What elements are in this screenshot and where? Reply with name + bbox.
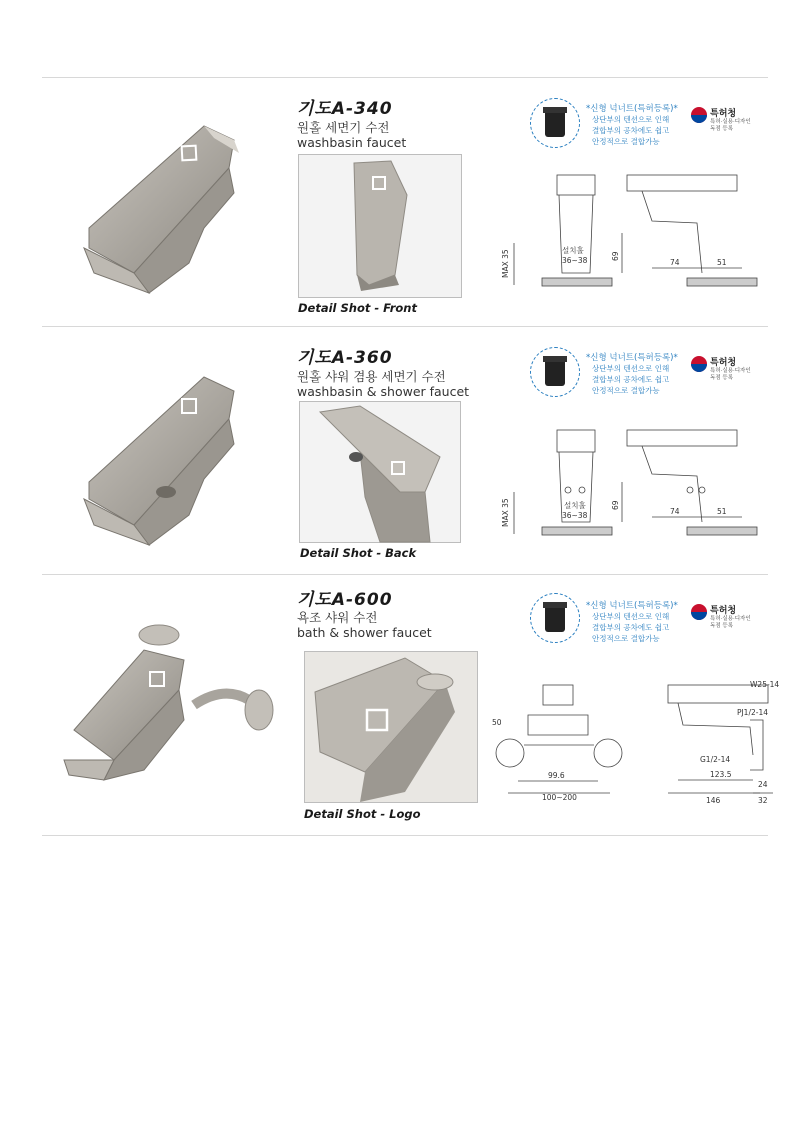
- dim-hole-range: 36~38: [562, 256, 588, 265]
- product-section-a600: [42, 575, 780, 833]
- dim-max: MAX 35: [501, 249, 510, 278]
- technical-drawing-a340: [502, 163, 772, 298]
- product-name-en: bath & shower faucet: [297, 625, 432, 640]
- dim-d2: 51: [717, 507, 727, 516]
- dim-pj: PJ1/2-14: [736, 708, 768, 717]
- nut-icon: [531, 99, 579, 147]
- dim-100-200: 100~200: [542, 793, 577, 802]
- dim-hole-range: 36~38: [562, 511, 588, 520]
- faucet-image-a360: [54, 347, 284, 557]
- dim-g: G1/2-14: [700, 755, 731, 764]
- detail-shot-image: [298, 154, 462, 298]
- dim-50: 50: [492, 718, 502, 727]
- nut-desc-1: 상단부의 텐션으로 인해: [592, 612, 670, 621]
- detail-shot-label: Detail Shot - Front: [298, 301, 417, 315]
- model-number: 기도A-340: [297, 99, 393, 119]
- nut-desc-3: 안정적으로 결합가능: [592, 386, 660, 395]
- nut-title: *신형 넉너트(특허등록)*: [586, 353, 678, 363]
- dim-d1: 74: [670, 507, 680, 516]
- detail-shot-label: Detail Shot - Back: [300, 546, 417, 560]
- detail-back-illustration: [300, 402, 460, 542]
- faucet-image-a340: [54, 98, 284, 308]
- dim-146: 146: [706, 796, 721, 805]
- product-name-ko: 원홀 세면기 수전: [297, 120, 390, 135]
- product-section-a340: [42, 78, 768, 326]
- detail-logo-illustration: [305, 652, 477, 802]
- product-name-ko: 욕조 샤워 수전: [297, 610, 378, 625]
- model-number: 기도A-360: [297, 348, 393, 368]
- product-name-en: washbasin faucet: [297, 135, 407, 150]
- kipo-logo-icon: [690, 106, 708, 124]
- nut-icon: [531, 594, 579, 642]
- dim-w25: W25-14: [750, 680, 780, 689]
- dim-max: MAX 35: [501, 498, 510, 527]
- detail-shot-image: [299, 401, 461, 543]
- nut-image: [530, 593, 580, 643]
- kipo-logo-icon: [690, 355, 708, 373]
- nut-image: [530, 347, 580, 397]
- kipo-sub-1: 특허·실용·디자인: [710, 616, 751, 622]
- nut-desc-2: 결합부의 공차에도 쉽고: [592, 126, 670, 135]
- dim-height: 69: [611, 251, 620, 261]
- detail-shot-image: [304, 651, 478, 803]
- detail-shot-label: Detail Shot - Logo: [304, 807, 421, 821]
- dim-32: 32: [758, 796, 768, 805]
- dim-99-6: 99.6: [548, 771, 565, 780]
- nut-desc-3: 안정적으로 결합가능: [592, 634, 660, 643]
- kipo-sub-1: 특허·실용·디자인: [710, 119, 751, 125]
- nut-desc-1: 상단부의 텐션으로 인해: [592, 364, 670, 373]
- kipo-sub-2: 독점 등록: [710, 126, 734, 132]
- kipo-sub-2: 독점 등록: [710, 375, 734, 381]
- technical-drawing-a360: [502, 412, 772, 547]
- kipo-title: 특허청: [710, 109, 737, 119]
- nut-title: *신형 넉너트(특허등록)*: [586, 104, 678, 114]
- dim-24: 24: [758, 780, 768, 789]
- dim-123-5: 123.5: [710, 770, 732, 779]
- nut-image: [530, 98, 580, 148]
- product-name-en: washbasin & shower faucet: [297, 384, 470, 399]
- dim-hole: 설치홀: [562, 246, 584, 255]
- dim-hole: 설치홀: [564, 501, 586, 510]
- product-name-ko: 원홀 샤워 겸용 세면기 수전: [297, 369, 446, 384]
- nut-title: *신형 넉너트(특허등록)*: [586, 601, 678, 611]
- nut-desc-3: 안정적으로 결합가능: [592, 137, 660, 146]
- kipo-title: 특허청: [710, 358, 737, 368]
- divider-bottom: [42, 835, 768, 836]
- detail-front-illustration: [299, 155, 461, 297]
- product-section-a360: [42, 327, 768, 575]
- model-number: 기도A-600: [297, 590, 393, 610]
- nut-icon: [531, 348, 579, 396]
- kipo-title: 특허청: [710, 606, 737, 616]
- technical-drawing-a600: [488, 675, 780, 805]
- dim-height: 69: [611, 500, 620, 510]
- nut-desc-2: 결합부의 공차에도 쉽고: [592, 623, 670, 632]
- kipo-sub-2: 독점 등록: [710, 623, 734, 629]
- dim-d1: 74: [670, 258, 680, 267]
- nut-desc-1: 상단부의 텐션으로 인해: [592, 115, 670, 124]
- kipo-logo-icon: [690, 603, 708, 621]
- kipo-sub-1: 특허·실용·디자인: [710, 368, 751, 374]
- faucet-image-a600: [54, 610, 284, 820]
- dim-d2: 51: [717, 258, 727, 267]
- nut-desc-2: 결합부의 공차에도 쉽고: [592, 375, 670, 384]
